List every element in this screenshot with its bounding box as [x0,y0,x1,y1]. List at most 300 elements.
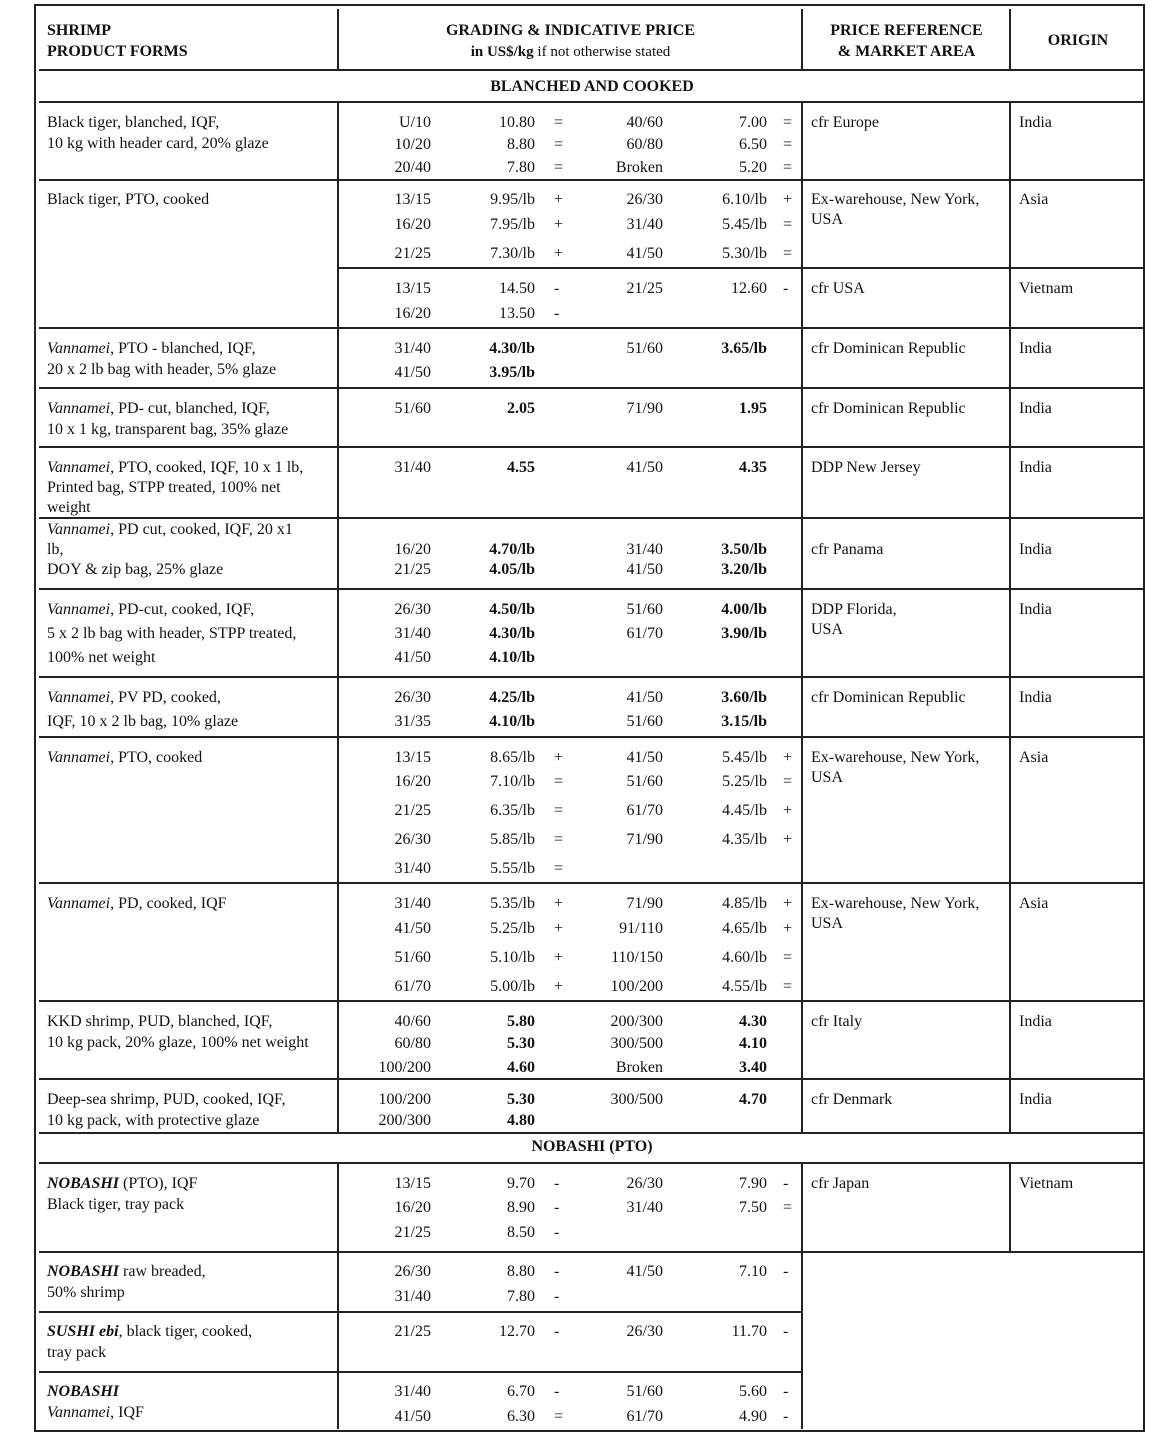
price-table [34,4,1145,1432]
grade-size: 31/40 [394,340,431,357]
product-form-text: NOBASHI [47,1383,120,1400]
price-trend-indicator: - [554,280,560,297]
price-trend-indicator: = [783,773,793,790]
price-trend-indicator: = [554,860,564,877]
price-value: 9.70 [507,1175,535,1192]
price-trend-indicator: = [783,978,793,995]
column-divider [1009,1162,1011,1251]
grade-size: 26/30 [626,1175,663,1192]
grade-size: 41/50 [626,1263,663,1280]
grade-size: 26/30 [626,1323,663,1340]
price-value: 8.80 [507,136,535,153]
price-reference: cfr Europe [811,114,879,131]
origin: Asia [1019,895,1049,912]
product-form-text: Deep-sea shrimp, PUD, cooked, IQF, [47,1091,286,1108]
grade-size: 41/50 [626,689,663,706]
column-divider [337,101,339,1132]
price-value: 3.40 [739,1059,767,1076]
price-value: 4.60/lb [722,949,767,966]
price-value: 6.50 [739,136,767,153]
row-divider [39,1371,801,1373]
price-reference: USA [811,769,844,786]
row-divider [39,676,1145,678]
price-value: 3.90/lb [721,625,767,642]
price-value: 5.25/lb [490,920,535,937]
grade-size: 21/25 [394,1224,431,1241]
price-trend-indicator: = [554,159,564,176]
origin: India [1019,400,1052,417]
product-form-line [47,1195,184,1215]
product-form-line [47,420,288,440]
price-trend-indicator: = [554,773,564,790]
grade-size: 100/200 [610,978,663,995]
origin: India [1019,689,1052,706]
price-trend-indicator: - [783,1263,789,1280]
price-trend-indicator: = [783,114,793,131]
origin: Vietnam [1019,280,1074,297]
origin: India [1019,340,1052,357]
price-trend-indicator: - [783,280,789,297]
section-divider [39,101,1145,103]
grade-size: 60/80 [626,136,663,153]
column-divider [337,9,339,69]
grade-size: 26/30 [394,1263,431,1280]
price-trend-indicator: - [554,1175,560,1192]
product-form-line [47,748,202,768]
price-value: 11.70 [731,1323,767,1340]
table-body [39,9,1140,1427]
price-trend-indicator: + [554,216,564,233]
product-form-line [47,113,219,133]
price-value: 7.00 [739,114,767,131]
price-value: 5.55/lb [490,860,535,877]
price-trend-indicator: = [554,136,564,153]
grade-size: 21/25 [394,802,431,819]
origin: India [1019,114,1052,131]
grade-size: 16/20 [394,216,431,233]
price-value: 12.70 [499,1323,535,1340]
price-reference: Ex-warehouse, New York, [811,895,980,912]
column-divider [1009,9,1011,69]
grade-size: 51/60 [394,949,431,966]
price-value: 4.90 [739,1408,767,1425]
origin: India [1019,1091,1052,1108]
product-form-text: lb, [47,541,64,558]
price-value: 8.65/lb [490,749,535,766]
product-form-text: Vannamei [47,340,111,357]
price-value: 7.30/lb [490,245,535,262]
price-value: 5.45/lb [722,749,767,766]
price-value: 5.10/lb [490,949,535,966]
price-trend-indicator: - [783,1383,789,1400]
row-divider [39,446,1145,448]
product-form-line [47,540,63,560]
price-trend-indicator: + [783,920,793,937]
header-grading-subtitle [339,42,802,62]
price-trend-indicator: + [554,749,564,766]
price-trend-indicator: - [554,305,560,322]
price-value: 6.10/lb [722,191,767,208]
column-divider [337,1162,339,1429]
origin: India [1019,541,1052,558]
product-form-text: 20 x 2 lb bag with header, 5% glaze [47,361,277,378]
grade-size: 31/40 [626,216,663,233]
price-value: 14.50 [499,280,535,297]
price-value: 4.85/lb [722,895,767,912]
grade-size: 51/60 [626,773,663,790]
origin: India [1019,601,1052,618]
price-value: 8.90 [507,1199,535,1216]
product-form-text: KKD shrimp, PUD, blanched, IQF, [47,1013,273,1030]
grade-size: 13/15 [394,749,431,766]
price-value: 4.35/lb [722,831,767,848]
grade-size: 13/15 [394,191,431,208]
price-trend-indicator: + [554,245,564,262]
price-value: 4.10/lb [489,649,535,666]
grade-size: 31/35 [394,713,431,730]
price-trend-indicator: - [783,1408,789,1425]
grade-size: 71/90 [626,831,663,848]
price-value: 7.10/lb [490,773,535,790]
price-value: 7.50 [739,1199,767,1216]
grade-size: 26/30 [394,601,431,618]
price-trend-indicator: + [783,895,793,912]
price-value: 4.25/lb [489,689,535,706]
price-trend-indicator: - [554,1323,560,1340]
price-trend-indicator: = [554,802,564,819]
price-value: 3.95/lb [489,364,535,381]
price-value: 4.50/lb [489,601,535,618]
product-form-text: Vannamei [47,895,111,912]
price-reference: cfr Denmark [811,1091,893,1108]
grade-size: 200/300 [610,1013,663,1030]
product-form-text: 10 kg pack, with protective glaze [47,1112,260,1129]
product-form-text: 5 x 2 lb bag with header, STPP treated, [47,625,297,642]
product-form-text: , PD, cooked, IQF [110,895,227,912]
product-form-text: NOBASHI [47,1263,120,1280]
product-form-line [47,1262,206,1282]
price-value: 4.60 [507,1059,535,1076]
price-value: 5.45/lb [722,216,767,233]
header-price-reference-line1: PRICE REFERENCE [830,22,983,39]
grade-size: 61/70 [626,1408,663,1425]
price-trend-indicator: = [554,114,564,131]
price-reference: cfr Dominican Republic [811,689,966,706]
grade-size: U/10 [399,114,431,131]
origin: Vietnam [1019,1175,1074,1192]
grade-size: 31/40 [394,860,431,877]
row-divider [39,736,1145,738]
grade-size: 21/25 [394,1323,431,1340]
grade-size: 100/200 [378,1091,431,1108]
price-value: 5.30/lb [722,245,767,262]
price-value: 2.05 [507,400,535,417]
price-value: 7.90 [739,1175,767,1192]
grade-size: 61/70 [394,978,431,995]
grade-size: 51/60 [626,1383,663,1400]
header-unit: in US$/kg [470,44,534,60]
header-unit-note: if not otherwise stated [533,44,671,60]
price-trend-indicator: = [783,1199,793,1216]
grade-size: 26/30 [394,831,431,848]
price-trend-indicator: = [783,216,793,233]
product-form-text: , black tiger, cooked, [118,1323,253,1340]
row-divider [39,588,1145,590]
price-value: 4.30/lb [489,625,535,642]
origin: India [1019,459,1052,476]
price-value: 3.15/lb [721,713,767,730]
grade-size: 300/500 [610,1091,663,1108]
price-reference: cfr Dominican Republic [811,400,966,417]
price-trend-indicator: = [783,245,793,262]
price-value: 4.55 [507,459,535,476]
grade-size: 100/200 [378,1059,431,1076]
product-form-line [47,1283,125,1303]
price-reference: cfr USA [811,280,865,297]
price-value: 8.80 [507,1263,535,1280]
product-form-text: NOBASHI [47,1175,120,1192]
grade-size: 41/50 [394,364,431,381]
section-divider [39,1162,1145,1164]
header-origin: ORIGIN [1047,32,1109,49]
product-form-text: 10 x 1 kg, transparent bag, 35% glaze [47,421,289,438]
price-value: 12.60 [731,280,767,297]
grade-size: 21/25 [394,245,431,262]
price-value: 4.70 [739,1091,767,1108]
price-trend-indicator: + [554,191,564,208]
grade-size: 200/300 [378,1112,431,1129]
product-form-text: raw breaded, [119,1263,206,1280]
price-value: 4.70/lb [489,541,535,558]
section-divider [39,1132,1145,1134]
price-trend-indicator: - [554,1383,560,1400]
row-divider [39,387,1145,389]
product-form-text: Black tiger, PTO, cooked [47,191,210,208]
price-trend-indicator: - [554,1199,560,1216]
price-reference: Ex-warehouse, New York, [811,749,980,766]
price-reference: cfr Japan [811,1175,870,1192]
price-value: 3.20/lb [721,561,767,578]
row-divider [39,517,1145,519]
origin: India [1019,1013,1052,1030]
product-form-text: Printed bag, STPP treated, 100% net [47,479,281,496]
price-value: 10.80 [499,114,535,131]
grade-size: 13/15 [394,280,431,297]
price-trend-indicator: = [783,949,793,966]
product-form-text: 10 kg with header card, 20% glaze [47,135,269,152]
grade-size: 31/40 [394,459,431,476]
grade-size: 41/50 [626,459,663,476]
price-value: 4.30/lb [489,340,535,357]
price-reference: DDP New Jersey [811,459,921,476]
row-divider [39,1078,1145,1080]
product-form-text: Vannamei [47,459,111,476]
grade-size: Broken [615,159,663,176]
grade-size: 51/60 [626,601,663,618]
product-form-text: , PTO, cooked, IQF, 10 x 1 lb, [110,459,304,476]
product-form-line [47,1090,286,1110]
product-form-line [47,1012,272,1032]
header-divider [39,69,1145,71]
price-value: 3.60/lb [721,689,767,706]
product-form-line [47,1033,309,1053]
price-value: 4.00/lb [721,601,767,618]
origin: Asia [1019,749,1049,766]
price-value: 6.35/lb [490,802,535,819]
price-reference: cfr Italy [811,1013,863,1030]
price-value: 5.85/lb [490,831,535,848]
grade-size: 31/40 [394,895,431,912]
price-trend-indicator: = [554,1408,564,1425]
product-form-text: Vannamei [47,1404,111,1421]
price-trend-indicator: + [783,831,793,848]
price-value: 5.25/lb [722,773,767,790]
column-divider [801,101,803,1132]
column-divider [801,9,803,69]
column-divider [1009,101,1011,1132]
grade-size: 40/60 [394,1013,431,1030]
product-form-text: , IQF [110,1404,144,1421]
price-value: 5.35/lb [490,895,535,912]
grade-size: 110/150 [611,949,663,966]
product-form-line [47,600,254,620]
product-form-text: Black tiger, tray pack [47,1196,185,1213]
product-form-line [47,1382,119,1402]
grade-size: 51/60 [394,400,431,417]
product-form-text: , PD- cut, blanched, IQF, [110,400,270,417]
price-trend-indicator: = [783,159,793,176]
product-form-line [47,458,303,478]
product-form-line [47,688,221,708]
grade-size: 31/40 [626,1199,663,1216]
header-product-forms-line1: SHRIMP [47,22,111,39]
price-value: 4.10/lb [489,713,535,730]
product-form-text: Vannamei [47,400,111,417]
price-value: 5.30 [507,1091,535,1108]
price-value: 7.95/lb [490,216,535,233]
section-title-nobashi: NOBASHI (PTO) [531,1138,653,1155]
grade-size: 51/60 [626,340,663,357]
price-value: 4.80 [507,1112,535,1129]
price-value: 7.10 [739,1263,767,1280]
product-form-line [47,134,269,154]
grade-size: 41/50 [394,920,431,937]
price-reference: cfr Panama [811,541,884,558]
grade-size: 21/25 [394,561,431,578]
price-value: 6.70 [507,1383,535,1400]
price-trend-indicator: - [554,1224,560,1241]
row-divider [39,1251,1145,1253]
product-form-line [47,712,238,732]
row-divider [337,267,1145,269]
price-trend-indicator: + [554,949,564,966]
price-trend-indicator: - [783,1323,789,1340]
price-trend-indicator: + [783,191,793,208]
grade-size: 20/40 [394,159,431,176]
product-form-line [47,360,276,380]
price-trend-indicator: + [783,802,793,819]
header-grading-title: GRADING & INDICATIVE PRICE [445,22,696,39]
price-value: 4.10 [739,1035,767,1052]
grade-size: 13/15 [394,1175,431,1192]
product-form-line [47,560,223,580]
price-reference: USA [811,915,844,932]
price-value: 3.50/lb [721,541,767,558]
product-form-line [47,399,270,419]
row-divider [39,1000,1145,1002]
price-value: 5.80 [507,1013,535,1030]
grade-size: 61/70 [626,802,663,819]
grade-size: 31/40 [626,541,663,558]
price-value: 5.60 [739,1383,767,1400]
product-form-text: Black tiger, blanched, IQF, [47,114,220,131]
product-form-text: , PTO, cooked [110,749,203,766]
product-form-line [47,339,256,359]
price-value: 7.80 [507,1288,535,1305]
product-form-text: IQF, 10 x 2 lb bag, 10% glaze [47,713,239,730]
product-form-line [47,498,91,518]
price-value: 5.20 [739,159,767,176]
row-divider [39,179,1145,181]
price-value: 4.05/lb [489,561,535,578]
product-form-text: Vannamei [47,521,111,538]
product-form-line [47,1343,106,1363]
price-value: 5.00/lb [490,978,535,995]
grade-size: 41/50 [394,649,431,666]
price-trend-indicator: + [554,920,564,937]
grade-size: 71/90 [626,895,663,912]
price-trend-indicator: = [554,831,564,848]
grade-size: 16/20 [394,305,431,322]
price-value: 13.50 [499,305,535,322]
grade-size: 41/50 [626,749,663,766]
grade-size: 91/110 [619,920,663,937]
price-value: 3.65/lb [721,340,767,357]
product-form-line [47,1322,252,1342]
price-reference: cfr Dominican Republic [811,340,966,357]
price-reference: USA [811,211,844,228]
price-trend-indicator: + [783,749,793,766]
grade-size: 16/20 [394,773,431,790]
grade-size: 16/20 [394,1199,431,1216]
price-value: 8.50 [507,1224,535,1241]
product-form-text: , PD-cut, cooked, IQF, [110,601,255,618]
grade-size: 41/50 [626,245,663,262]
row-divider [39,1311,801,1313]
price-value: 4.30 [739,1013,767,1030]
product-form-text: , PTO - blanched, IQF, [110,340,256,357]
product-form-line [47,624,296,644]
price-trend-indicator: - [783,1175,789,1192]
product-form-text: Vannamei [47,749,111,766]
price-value: 9.95/lb [490,191,535,208]
price-value: 1.95 [739,400,767,417]
grade-size: 26/30 [394,689,431,706]
product-form-text: weight [47,499,91,516]
price-trend-indicator: - [554,1288,560,1305]
grade-size: 31/40 [394,1383,431,1400]
grade-size: 60/80 [394,1035,431,1052]
price-reference: DDP Florida, [811,601,897,618]
price-value: 4.45/lb [722,802,767,819]
product-form-line [47,894,227,914]
price-value: 7.80 [507,159,535,176]
grade-size: 71/90 [626,400,663,417]
product-form-text: 50% shrimp [47,1284,125,1301]
price-reference: USA [811,621,844,638]
price-value: 6.30 [507,1408,535,1425]
grade-size: 300/500 [610,1035,663,1052]
